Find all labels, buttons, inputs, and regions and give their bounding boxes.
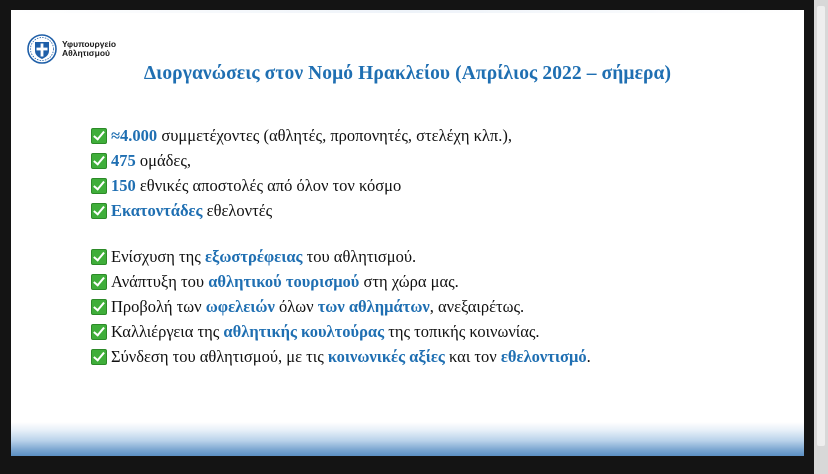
goal-text bbox=[111, 247, 416, 267]
scrollbar[interactable] bbox=[814, 0, 828, 474]
slide-title: Διοργανώσεις στον Νομό Ηρακλείου (Απρίλιος 2022 – σήμερα) bbox=[143, 63, 672, 84]
ministry-name-line1: Υφυπουργείο bbox=[62, 38, 117, 49]
checkmark-icon bbox=[91, 274, 107, 290]
goal-segment: του αθλητισμού. bbox=[302, 246, 417, 266]
goal-segment: . bbox=[586, 346, 591, 366]
stat-text bbox=[111, 151, 191, 171]
stat-description: ομάδες, bbox=[135, 150, 191, 170]
checkmark-icon bbox=[91, 349, 107, 365]
goal-item bbox=[91, 319, 591, 344]
goal-segment: Ενίσχυση της bbox=[111, 246, 205, 266]
stat-item bbox=[91, 148, 512, 173]
ministry-logo bbox=[27, 34, 116, 64]
slide-bottom-gradient bbox=[11, 422, 804, 456]
stats-list bbox=[91, 123, 512, 223]
goal-item bbox=[91, 294, 591, 319]
ministry-name bbox=[62, 40, 116, 59]
goal-highlight: εξωστρέφειας bbox=[204, 246, 303, 266]
slide-top-accent bbox=[11, 10, 804, 13]
goal-text bbox=[111, 297, 524, 317]
checkmark-icon bbox=[91, 203, 107, 219]
goal-highlight: των αθλημάτων bbox=[317, 296, 430, 316]
stat-text bbox=[111, 176, 401, 196]
goal-item bbox=[91, 244, 591, 269]
stat-highlight: ≈4.000 bbox=[111, 125, 158, 145]
goal-segment: στη χώρα μας. bbox=[359, 271, 459, 291]
goal-segment: , ανεξαιρέτως. bbox=[429, 296, 525, 316]
goal-highlight: αθλητικής κουλτούρας bbox=[223, 321, 385, 341]
goals-list bbox=[91, 244, 591, 369]
goal-highlight: ωφελειών bbox=[205, 296, 275, 316]
slide bbox=[11, 10, 804, 456]
goal-segment: Προβολή των bbox=[111, 296, 206, 316]
stat-item bbox=[91, 173, 512, 198]
checkmark-icon bbox=[91, 299, 107, 315]
goal-text bbox=[111, 272, 459, 292]
stat-highlight: 475 bbox=[111, 150, 136, 170]
goal-segment: της τοπικής κοινωνίας. bbox=[384, 321, 540, 341]
goal-segment: όλων bbox=[274, 296, 318, 316]
checkmark-icon bbox=[91, 324, 107, 340]
checkmark-icon bbox=[91, 249, 107, 265]
stat-description: συμμετέχοντες (αθλητές, προπονητές, στελέχη κλπ.), bbox=[157, 125, 512, 145]
stat-description: εθελοντές bbox=[202, 200, 273, 220]
stat-text bbox=[111, 126, 512, 146]
stat-text bbox=[111, 201, 272, 221]
scrollbar-thumb[interactable] bbox=[817, 6, 825, 446]
goal-segment: Ανάπτυξη του bbox=[111, 271, 209, 291]
ministry-name-line2: Αθλητισμού bbox=[62, 48, 110, 58]
goal-segment: Σύνδεση του αθλητισμού, με τις bbox=[111, 346, 328, 366]
stat-highlight: 150 bbox=[111, 175, 136, 195]
goal-text bbox=[111, 347, 591, 367]
goal-highlight: εθελοντισμό bbox=[500, 346, 587, 366]
checkmark-icon bbox=[91, 128, 107, 144]
stat-highlight: Εκατοντάδες bbox=[111, 200, 203, 220]
stat-item bbox=[91, 123, 512, 148]
goal-text bbox=[111, 322, 540, 342]
stat-item bbox=[91, 198, 512, 223]
goal-segment: Καλλιέργεια της bbox=[111, 321, 224, 341]
checkmark-icon bbox=[91, 153, 107, 169]
goal-item bbox=[91, 269, 591, 294]
goal-item bbox=[91, 344, 591, 369]
stat-description: εθνικές αποστολές από όλον τον κόσμο bbox=[135, 175, 402, 195]
goal-segment: και τον bbox=[444, 346, 501, 366]
checkmark-icon bbox=[91, 178, 107, 194]
goal-highlight: αθλητικού τουρισμού bbox=[208, 271, 360, 291]
greek-coat-of-arms-icon bbox=[27, 34, 57, 64]
goal-highlight: κοινωνικές αξίες bbox=[327, 346, 445, 366]
